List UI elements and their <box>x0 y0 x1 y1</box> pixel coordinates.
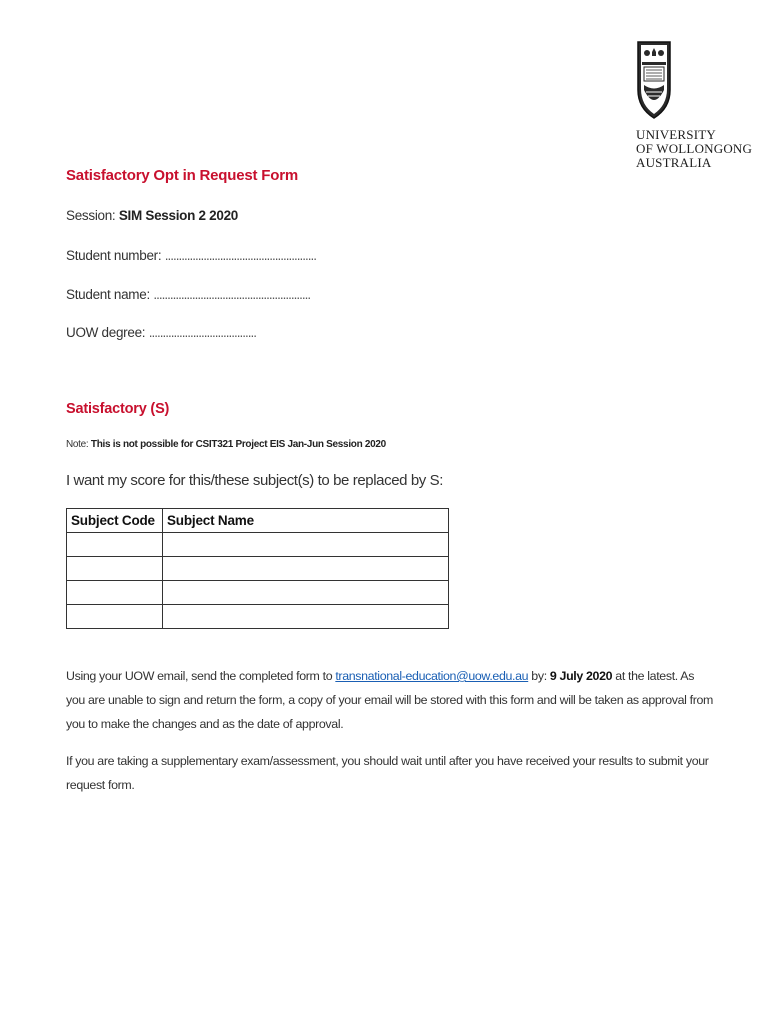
subject-code-cell[interactable] <box>67 533 163 557</box>
logo-line-1: UNIVERSITY <box>636 127 716 142</box>
header-subject-name: Subject Name <box>163 509 449 533</box>
submission-by: by: <box>528 669 550 683</box>
student-number-field[interactable] <box>66 248 316 263</box>
session-value: SIM Session 2 2020 <box>118 208 239 223</box>
student-name-label: Student name: <box>66 287 154 302</box>
session-field <box>66 208 238 223</box>
form-title: Satisfactory Opt in Request Form <box>66 167 298 184</box>
student-name-blank[interactable]: ......................................................... <box>153 287 311 302</box>
subject-name-cell[interactable] <box>163 605 449 629</box>
university-logo <box>636 40 753 170</box>
student-number-blank[interactable]: ....................................................... <box>164 248 317 263</box>
satisfactory-section-title: Satisfactory (S) <box>66 401 170 417</box>
table-header-row <box>67 509 449 533</box>
logo-line-3: AUSTRALIA <box>636 155 712 170</box>
submission-text-start: Using your UOW email, send the completed form to <box>66 669 336 683</box>
subject-code-cell[interactable] <box>67 581 163 605</box>
subject-name-cell[interactable] <box>163 557 449 581</box>
subjects-table <box>66 508 449 629</box>
deadline-date: 9 July 2020 <box>549 669 613 683</box>
supplementary-note: If you are taking a supplementary exam/assessment, you should wait until after you have received your results to submit your request form. <box>66 754 709 792</box>
note <box>66 439 386 450</box>
degree-label: UOW degree: <box>66 325 149 340</box>
header-subject-code: Subject Code <box>67 509 163 533</box>
subject-code-cell[interactable] <box>67 557 163 581</box>
table-row <box>67 533 449 557</box>
subject-name-cell[interactable] <box>163 533 449 557</box>
student-number-label: Student number: <box>66 248 165 263</box>
note-text: This is not possible for CSIT321 Project EIS Jan-Jun Session 2020 <box>90 439 386 450</box>
table-row <box>67 605 449 629</box>
table-row <box>67 581 449 605</box>
subject-name-cell[interactable] <box>163 581 449 605</box>
email-link[interactable]: transnational-education@uow.edu.au <box>335 669 529 683</box>
note-label: Note: <box>66 439 91 450</box>
crest-icon <box>636 40 672 120</box>
submission-text-end: at the latest. As you are unable to sign and return the form, a copy of your email will be stored with this form and will be taken as approval from you to make the changes and as the date of approval. <box>66 669 714 731</box>
uow-degree-field[interactable] <box>66 325 256 340</box>
degree-blank[interactable]: ....................................... <box>148 325 256 340</box>
logo-line-2: OF WOLLONGONG <box>636 141 753 156</box>
instruction-text: I want my score for this/these subject(s) to be replaced by S: <box>66 472 444 489</box>
student-name-field[interactable] <box>66 287 310 302</box>
session-label: Session: <box>66 208 119 223</box>
submission-instructions <box>66 664 716 736</box>
table-row <box>67 557 449 581</box>
subject-code-cell[interactable] <box>67 605 163 629</box>
